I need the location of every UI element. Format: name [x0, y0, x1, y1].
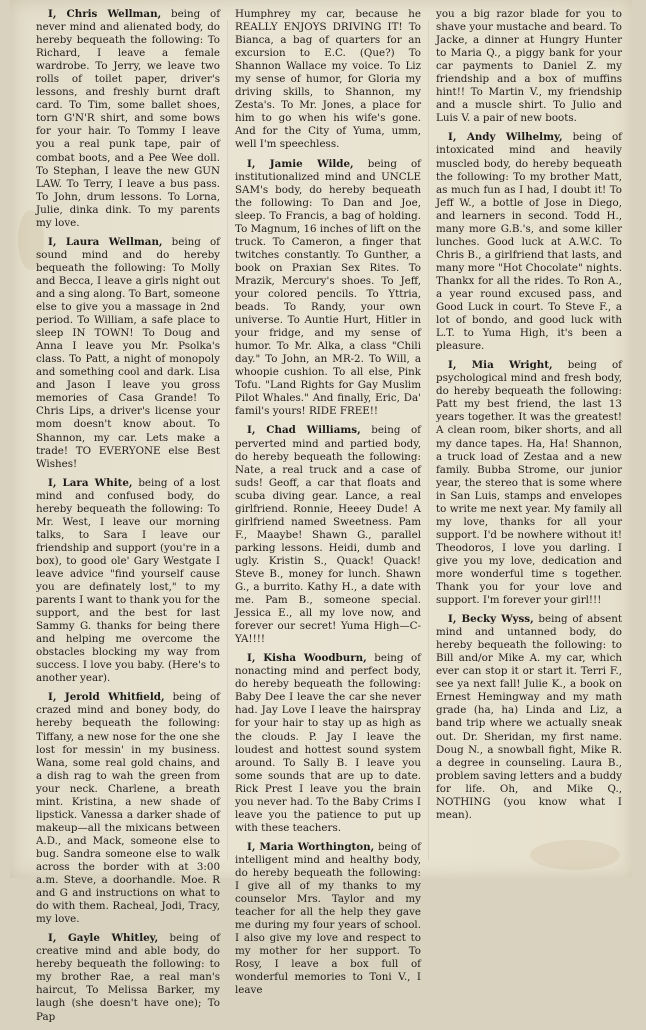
will-entry: [235, 158, 421, 419]
will-entry: [235, 424, 421, 646]
entry-name: I, Maria Worthington,: [247, 840, 375, 853]
entry-text: being of sound mind and do hereby bequeath the following: To Molly and Becca, I leave a girls night out and a sing along. To Bart, someone else to give you a massage in 2nd period. To William, a safe place to sleep IN TOWN! To Doug and Anna I leave you Mr. Psolka's class. To Patt, a night of monopoly and something cool and dark. Lisa and Jason I leave you gross memories of Casa Grande! To Chris Lips, a driver's license your mom doesn't know about. To Shannon, my car. Lets make a trade! TO EVERYONE else Best Wishes!: [36, 235, 220, 470]
entry-text: being of institutionalized mind and UNCLE SAM's body, do hereby bequeath the following: To Dan and Joe, sleep. To Francis, a bag of holding. To Magnum, 16 inches of lift on the truck. To Cameron, a finger that twitches constantly. To Gunther, a book on Praxian Sex Rites. To Mrazik, Mercury's shoes. To Jeff, your colored pencils. To Yttria, beads. To Randy, your own universe. To Auntie Hurt, Hitler in your fridge, and my sense of humor. To Mr. Alka, a class "Chili day." To John, an MR-2. To Will, a whoopie cushion. To all else, Pink Tofu. "Land Rights for Gay Muslim Pilot Whales." And finally, Eric, Da' famil's yours! RIDE FREE!!: [235, 157, 421, 418]
will-entry: [235, 652, 421, 835]
will-entry: [36, 932, 220, 1023]
entry-text: you a big razor blade for you to shave your mustache and beard. To Jacke, a dinner at Hungry Hunter to Maria Q., a piggy bank for your car payments to Daniel Z. my friendship and a box of muffins hint!! To Martin V., my friendship and a muscle shirt. To Julio and Luis V. a pair of new boots.: [436, 8, 622, 125]
entry-text: being of a lost mind and confused body, do hereby bequeath the following: To Mr. West, I leave our morning talks, to Sara I leave our friendship and support (you're in a box), to good ole' Gary Westgate I leave advice "find yourself cause you are definately lost," to my parents I want to thank you for the support, and the best for last Sammy G. thanks for being there and helping me overcome the obstacles blocking my way from success. I love you baby. (Here's to another year).: [36, 476, 221, 685]
entry-text: being of intoxicated mind and heavily muscled body, do hereby bequeath the following: To my brother Matt, as much fun as I had, I doubt it! To Jeff W., a bottle of Jose in Diego, and learners in second. Todd H., many more G.B.'s, and some killer lunches. Good luck at A.W.C. To Chris B., a girlfriend that lasts, and many more "Hot Chocolate" nights. Thankx for all the rides. To Ron A., a year round excused pass, and Good Luck in court. To Steve F., a lot of bondo, and good luck with L.T. to Yuma High, it's been a pleasure.: [436, 131, 622, 353]
entry-text: Humphrey my car, because he REALLY ENJOYS DRIVING IT! To Bianca, a bag of quarters for an excursion to E.C. (Que?) To Shannon Wallace my voice. To Liz my sense of humor, for Gloria my driving skills, to Shannon, my Zesta's. To Mr. Jones, a place for him to go when his wife's gone. And for the City of Yuma, umm, well I'm speechless.: [235, 8, 421, 151]
will-entry: [36, 691, 220, 926]
column-divider: [428, 20, 429, 860]
column-left: [36, 8, 220, 1030]
will-entry-continued: [235, 8, 421, 152]
will-entry: [36, 236, 220, 471]
will-entry: [235, 841, 421, 998]
entry-name: I, Mia Wright,: [448, 359, 553, 372]
will-entry: [36, 477, 220, 686]
entry-text: being of crazed mind and boney body, do hereby bequeath the following: Tiffany, a new nose for the one she lost for messin' in my business. Wana, some real gold chains, and a dish rag to wah the green from your neck. Charlene, a breath mint. Kristina, a new shade of lipstick. Vanessa a darker shade of makeup—all the mixicans between A.D., and Mack, someone else to bug. Sandra someone else to walk across the border with at 3:00 a.m. Steve, a doorhandle. Moe. R and G and instructions on what to do with them. Racheal, Jodi, Tracy, my love.: [36, 691, 220, 926]
entry-text: being of nonacting mind and perfect body, do hereby bequeath the following: Baby Dee I leave the car she never had. Jay Love I leave the hairspray for your hair to stay up as high as the clouds. P. Jay I leave the loudest and hottest sound system around. To Sally B. I leave you some sounds that are up to date. Rick Prest I leave you the brain you never had. To the Baby Crims I leave you the patience to put up with these teachers.: [235, 652, 421, 834]
column-right: [436, 8, 622, 828]
entry-name: I, Jamie Wilde,: [247, 157, 354, 170]
will-entry: [436, 613, 622, 822]
entry-name: I, Lara White,: [48, 476, 133, 489]
entry-text: being of creative mind and able body, do hereby bequeath the following: to my brother Rae, a real man's haircut, To Melissa Barker, my laugh (she doesn't have one); To Pap: [36, 932, 220, 1023]
entry-name: I, Andy Wilhelmy,: [448, 131, 563, 144]
will-entry: [436, 131, 622, 353]
yearbook-page: [10, 0, 632, 1023]
paper-stain: [530, 840, 620, 870]
entry-name: I, Laura Wellman,: [48, 235, 163, 248]
entry-name: I, Gayle Whitley,: [48, 932, 159, 945]
entry-text: being of psychological mind and fresh body, do hereby bequeath the following: Patt my best friend, the last 13 years together. It was the greatest! A clean room, biker shorts, and all my dance tapes. Ha, Ha! Shannon, a truck load of Zestaa and a new family. Bubba Strome, our junior year, the stereo that is some where in San Luis, stamps and envelopes to write me next year. My family all my love, thanks for all your support. I'd be nowhere without it! Theodoros, I love you darling. I give you my love, dedication and more wonderful time s together. Thank you for your love and support. I'm forever your girl!!!: [436, 359, 622, 607]
entry-name: I, Chris Wellman,: [48, 8, 162, 20]
entry-name: I, Chad Williams,: [247, 424, 361, 437]
entry-text: being of never mind and alienated body, do hereby bequeath the following: To Richard, I leave a female wardrobe. To Jerry, we leave two rolls of toilet paper, driver's lessons, and freshly burnt draft card. To Tim, some ballet shoes, torn G'N'R shirt, and some bows for your hair. To Tommy I leave you a real punk tape, pair of combat boots, and a Pee Wee doll. To Stephan, I leave the new GUN LAW. To Terry, I leave a bus pass. To John, drum lessons. To Lorna, Julie, dinka dink. To my parents my love.: [36, 8, 220, 229]
will-entry: [36, 8, 220, 230]
column-middle: [235, 8, 421, 1003]
entry-name: I, Becky Wyss,: [448, 613, 534, 626]
entry-text: being of absent mind and untanned body, do hereby bequeath the following: to Bill and/or Mike A. my car, which ever can stop it or start it. Terri F., see ya next fall! Julie K., a book on Ernest Hemingway and my math grade (ha, ha) Linda and Liz, a band trip where we actually sneak out. Dr. Sheridan, my first name. Doug N., a snowball fight, Mike R. a degree in counseling. Laura B., problem saving letters and a buddy for life. Oh, and Mike Q., NOTHING (you know what I mean).: [436, 613, 622, 821]
column-divider: [227, 20, 228, 860]
entry-name: I, Jerold Whitfield,: [48, 691, 165, 704]
entry-text: being of perverted mind and partied body, do hereby bequeath the following: Nate, a real truck and a case of suds! Geoff, a car that floats and scuba diving gear. Lance, a real girlfriend. Ronnie, Heeey Dude! A girlfriend named Sweetness. Pam F., Maaybe! Shawn G., parallel parking lessons. Heidi, dumb and ugly. Kristin S., Quack! Quack! Steve B., money for lunch. Shawn G., a burrito. Kathy H., a date with me. Pam B., someone special. Jessica E., all my love now, and forever our secret! Yuma High—C-YA!!!!: [235, 424, 421, 646]
will-entry-continued: [436, 8, 622, 125]
entry-name: I, Kisha Woodburn,: [247, 652, 367, 665]
entry-text: being of intelligent mind and healthy body, do hereby bequeath the following: I give all of my thanks to my counselor Mrs. Taylor and my teacher for all the help they gave me during my four years of school. I also give my love and respect to my mother for her support. To Rosy, I leave a box full of wonderful memories to Toni V., I leave: [235, 840, 421, 997]
will-entry: [436, 359, 622, 607]
